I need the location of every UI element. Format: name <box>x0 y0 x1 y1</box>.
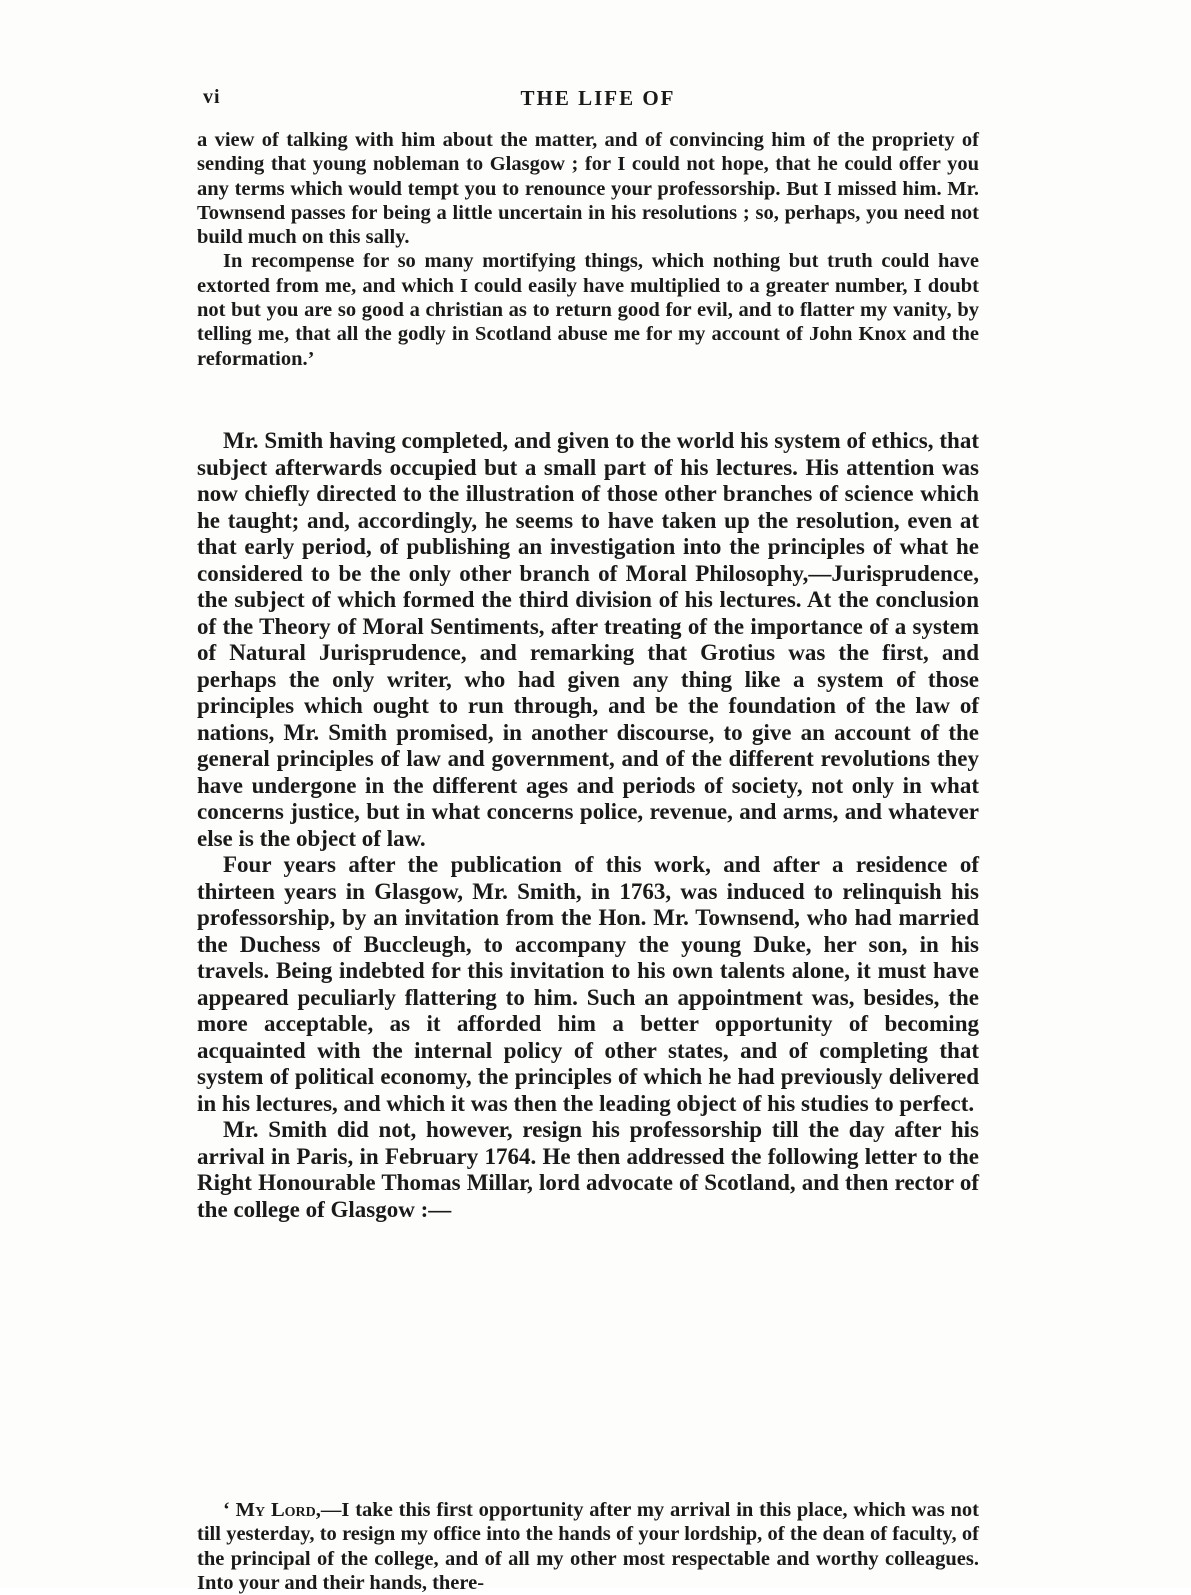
main-text <box>197 428 979 1223</box>
quoted-letter-continuation <box>197 128 979 371</box>
quote-paragraph-2: In recompense for so many mortifying things, which nothing but truth could have extorted from me, and which I could easily have multiplied to a greater number, I doubt not but you are so good a christian as to return good for evil, and to flatter my vanity, by telling me, that all the godly in Scotland abuse me for my account of John Knox and the reformation.’ <box>197 250 979 370</box>
main-paragraph-1: Mr. Smith having completed, and given to the world his system of ethics, that subject afterwards occupied but a small part of his lectures. His attention was now chiefly directed to the illustration of those other branches of science which he taught; and, accordingly, he seems to have taken up the resolution, even at that early period, of publishing an investigation into the principles of what he considered to be the only other branch of Moral Philosophy,—Jurisprudence, the subject of which formed the third division of his lectures. At the conclusion of the Theory of Moral Sentiments, after treating of the importance of a system of Natural Jurisprudence, and remarking that Grotius was the first, and perhaps the only writer, who had given any thing like a system of those principles which ought to run through, and be the foundation of the law of nations, Mr. Smith promised, in another discourse, to give an account of the general principles of law and government, and of the different revolutions they have undergone in the different ages and periods of society, not only in what concerns justice, but in what concerns police, revenue, and arms, and whatever else is the object of law. <box>197 428 979 851</box>
main-paragraph-3: Mr. Smith did not, however, resign his professorship till the day after his arrival in Paris, in February 1764. He then addressed the following letter to the Right Honourable Thomas Millar, lord advocate of Scotland, and then rector of the college of Glasgow :— <box>197 1117 979 1222</box>
page-header <box>203 86 993 116</box>
letter-body: —I take this first opportunity after my arrival in this place, which was not till yesterday, to resign my office into the hands of your lordship, of the dean of faculty, of the principal of the college, and of all my other most respectable and worthy colleagues. Into your and their hands, there- <box>197 1499 979 1594</box>
main-paragraph-2: Four years after the publication of this work, and after a residence of thirteen years in Glasgow, Mr. Smith, in 1763, was induced to relinquish his professorship, by an invitation from the Hon. Mr. Townsend, who had married the Duchess of Buccleugh, to accompany the young Duke, her son, in his travels. Being indebted for this invitation to his own talents alone, it must have appeared peculiarly flattering to him. Such an appointment was, besides, the more acceptable, as it afforded him a better opportunity of becoming acquainted with the internal policy of other states, and of completing that system of political economy, the principles of which he had previously delivered in his lectures, and which it was then the leading object of his studies to perfect. <box>197 852 979 1116</box>
letter-salutation: ‘ My Lord, <box>223 1499 321 1521</box>
running-head: THE LIFE OF <box>520 86 676 110</box>
letter-paragraph <box>197 1498 979 1595</box>
page-number: vi <box>203 86 221 108</box>
letter-quote <box>197 1498 979 1595</box>
quote-paragraph-1: a view of talking with him about the matter, and of convincing him of the propriety of sending that young nobleman to Glasgow ; for I could not hope, that he could offer you any terms which would tempt you to renounce your professorship. But I missed him. Mr. Townsend passes for being a little uncertain in his resolutions ; so, perhaps, you need not build much on this sally. <box>197 129 979 249</box>
